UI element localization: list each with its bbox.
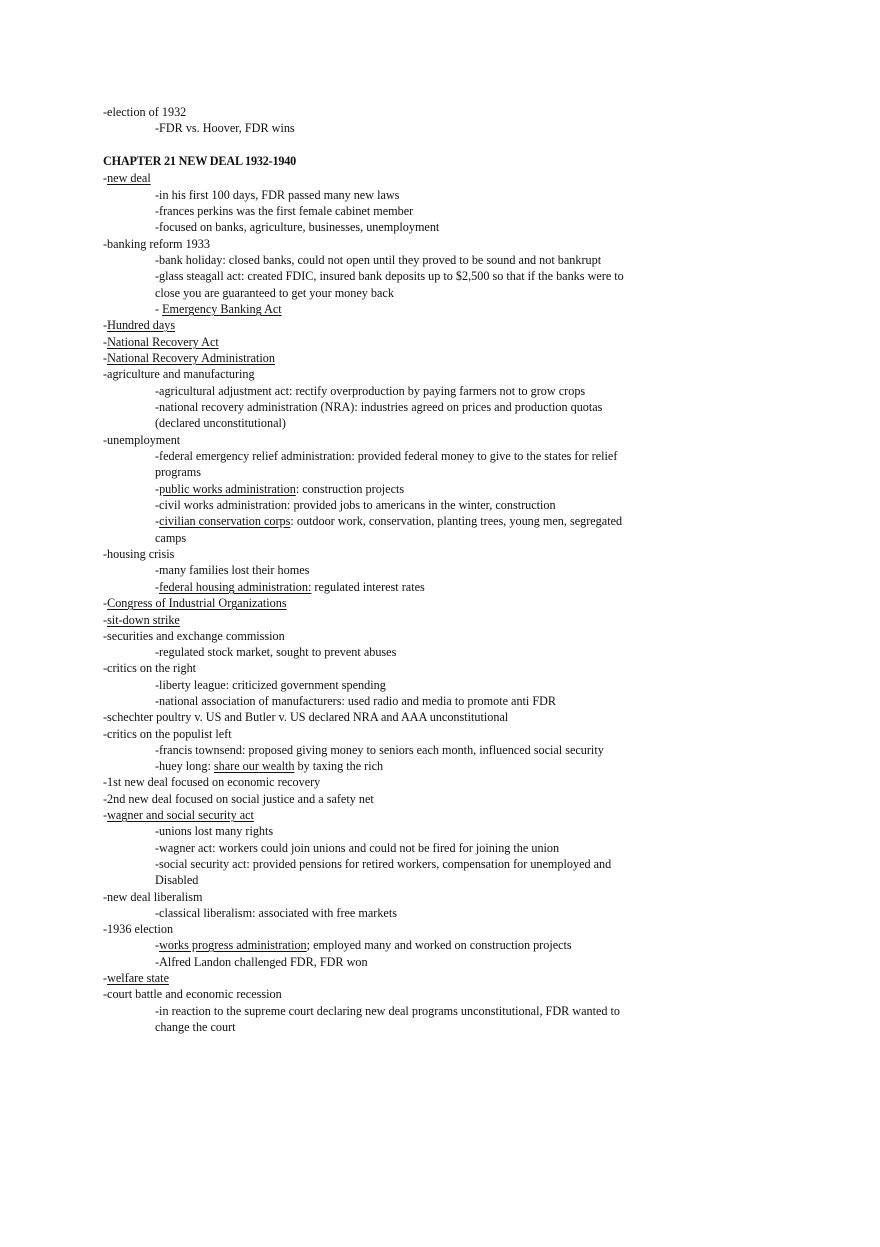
note-text: -: [103, 351, 108, 365]
note-line: [103, 660, 196, 676]
note-line: [103, 170, 151, 186]
sub-note-line: [155, 383, 585, 399]
note-text: -federal emergency relief administration: provided federal money to give to the states for relief: [155, 449, 618, 463]
sub-note-line: [155, 562, 309, 578]
underlined-term: sit-down strike: [107, 613, 180, 627]
note-line: [103, 317, 175, 333]
note-line: [103, 350, 275, 366]
underlined-term: Congress of Industrial Organizations: [107, 596, 287, 610]
sub-note-line: [155, 203, 413, 219]
note-text: -huey long:: [155, 759, 214, 773]
underlined-term: National Recovery Act: [107, 335, 219, 349]
sub-note-line: [155, 579, 425, 595]
sub-note-line: [155, 677, 386, 693]
underlined-term: wagner and social security act: [107, 808, 254, 822]
note-line: [103, 709, 508, 725]
note-text: -: [103, 318, 108, 332]
note-text: -: [103, 971, 108, 985]
underlined-term: share our wealth: [213, 759, 295, 773]
note-line: [103, 595, 287, 611]
note-text: -: [103, 171, 108, 185]
note-line: [103, 236, 210, 252]
note-line: [103, 807, 254, 823]
note-text: -in reaction to the supreme court declaring new deal programs unconstitutional, FDR wanted to: [155, 1004, 621, 1018]
note-text: -social security act: provided pensions for retired workers, compensation for unemployed and: [155, 857, 612, 871]
note-line: [103, 432, 180, 448]
sub-note-line: [155, 840, 559, 856]
note-text: -many families lost their homes: [155, 563, 310, 577]
sub-note-line: [155, 937, 572, 953]
note-text: -agricultural adjustment act: rectify overproduction by paying farmers not to grow crops: [155, 384, 586, 398]
note-text: -1st new deal focused on economic recovery: [103, 775, 321, 789]
note-text: -: [103, 335, 108, 349]
sub-note-line: [155, 905, 397, 921]
note-text: -court battle and economic recession: [103, 987, 282, 1001]
note-text: -civil works administration: provided jobs to americans in the winter, construction: [155, 498, 556, 512]
note-text: -agriculture and manufacturing: [103, 367, 255, 381]
sub-note-line: [155, 497, 556, 513]
sub-note-line: [155, 693, 556, 709]
note-text: -classical liberalism: associated with free markets: [155, 906, 397, 920]
sub-note-line: [155, 285, 394, 301]
note-line: [103, 726, 232, 742]
note-text: -unions lost many rights: [155, 824, 274, 838]
note-text: -securities and exchange commission: [103, 629, 285, 643]
note-text: -: [155, 482, 160, 496]
note-text: -frances perkins was the first female cabinet member: [155, 204, 414, 218]
underlined-term: Emergency Banking Act: [162, 302, 282, 316]
note-text: -liberty league: criticized government spending: [155, 678, 386, 692]
note-line: [103, 791, 374, 807]
note-text: -bank holiday: closed banks, could not open until they proved to be sound and not bankrupt: [155, 253, 602, 267]
underlined-term: federal housing administration:: [159, 580, 312, 594]
underlined-term: National Recovery Administration: [107, 351, 275, 365]
note-text: -banking reform 1933: [103, 237, 210, 251]
underlined-term: new deal: [107, 171, 151, 185]
note-text: -: [155, 514, 160, 528]
underlined-term: public works administration: [159, 482, 296, 496]
note-line: [103, 970, 169, 986]
sub-note-line: [155, 513, 622, 529]
sub-note-line: [155, 856, 611, 872]
note-line: [103, 334, 219, 350]
note-text: -: [103, 596, 108, 610]
note-text: -2nd new deal focused on social justice and a safety net: [103, 792, 374, 806]
sub-note-line: [155, 187, 399, 203]
note-text: by taxing the rich: [294, 759, 384, 773]
underlined-term: welfare state: [107, 971, 169, 985]
note-line: [103, 986, 282, 1002]
note-text: -national association of manufacturers: used radio and media to promote anti FDR: [155, 694, 557, 708]
sub-note-line: [155, 219, 439, 235]
sub-note-line: [155, 1003, 620, 1019]
note-text: -1936 election: [103, 922, 174, 936]
note-text: camps: [155, 531, 187, 545]
note-line: [103, 366, 255, 382]
underlined-term: Hundred days: [107, 318, 176, 332]
sub-note-line: [155, 823, 273, 839]
underlined-term: civilian conservation corps: [159, 514, 291, 528]
note-text: regulated interest rates: [311, 580, 425, 594]
note-text: -: [103, 808, 108, 822]
sub-note-line: [155, 120, 295, 136]
note-text: -francis townsend: proposed giving money to seniors each month, influenced social security: [155, 743, 604, 757]
note-line: [103, 546, 174, 562]
sub-note-line: [155, 481, 404, 497]
sub-note-line: [155, 415, 286, 431]
note-text: -regulated stock market, sought to prevent abuses: [155, 645, 397, 659]
note-text: -housing crisis: [103, 547, 175, 561]
note-line: [103, 104, 186, 120]
note-line: [103, 921, 173, 937]
note-text: -Alfred Landon challenged FDR, FDR won: [155, 955, 368, 969]
sub-note-line: [155, 758, 383, 774]
note-text: -wagner act: workers could join unions and could not be fired for joining the union: [155, 841, 560, 855]
note-text: : construction projects: [295, 482, 405, 496]
note-line: [103, 628, 285, 644]
note-text: Disabled: [155, 873, 199, 887]
sub-note-line: [155, 872, 198, 888]
note-line: [103, 612, 180, 628]
sub-note-line: [155, 530, 186, 546]
note-text: -in his first 100 days, FDR passed many new laws: [155, 188, 400, 202]
sub-note-line: [155, 954, 368, 970]
sub-note-line: [155, 1019, 236, 1035]
note-text: -: [155, 302, 163, 316]
note-text: -: [155, 938, 160, 952]
note-text: -schechter poultry v. US and Butler v. US declared NRA and AAA unconstitutional: [103, 710, 509, 724]
note-text: -critics on the right: [103, 661, 197, 675]
note-text: ; employed many and worked on construction projects: [306, 938, 572, 952]
note-text: -glass steagall act: created FDIC, insured bank deposits up to $2,500 so that if the banks were to: [155, 269, 624, 283]
note-text: : outdoor work, conservation, planting trees, young men, segregated: [290, 514, 623, 528]
note-text: -focused on banks, agriculture, businesses, unemployment: [155, 220, 440, 234]
sub-note-line: [155, 268, 624, 284]
note-text: -election of 1932: [103, 105, 187, 119]
note-text: -unemployment: [103, 433, 181, 447]
note-text: CHAPTER 21 NEW DEAL 1932-1940: [103, 154, 297, 168]
note-text: -national recovery administration (NRA): industries agreed on prices and production quotas: [155, 400, 603, 414]
sub-note-line: [155, 301, 282, 317]
note-text: -: [103, 613, 108, 627]
note-text: change the court: [155, 1020, 236, 1034]
note-text: -FDR vs. Hoover, FDR wins: [155, 121, 295, 135]
sub-note-line: [155, 448, 617, 464]
sub-note-line: [155, 399, 602, 415]
sub-note-line: [155, 464, 201, 480]
note-text: close you are guaranteed to get your money back: [155, 286, 394, 300]
note-line: [103, 774, 320, 790]
note-text: -critics on the populist left: [103, 727, 232, 741]
note-text: (declared unconstitutional): [155, 416, 286, 430]
note-text: -: [155, 580, 160, 594]
sub-note-line: [155, 644, 396, 660]
sub-note-line: [155, 742, 604, 758]
note-line: [103, 889, 203, 905]
note-text: programs: [155, 465, 202, 479]
chapter-heading: [103, 153, 296, 169]
sub-note-line: [155, 252, 601, 268]
underlined-term: works progress administration: [159, 938, 307, 952]
note-text: -new deal liberalism: [103, 890, 203, 904]
